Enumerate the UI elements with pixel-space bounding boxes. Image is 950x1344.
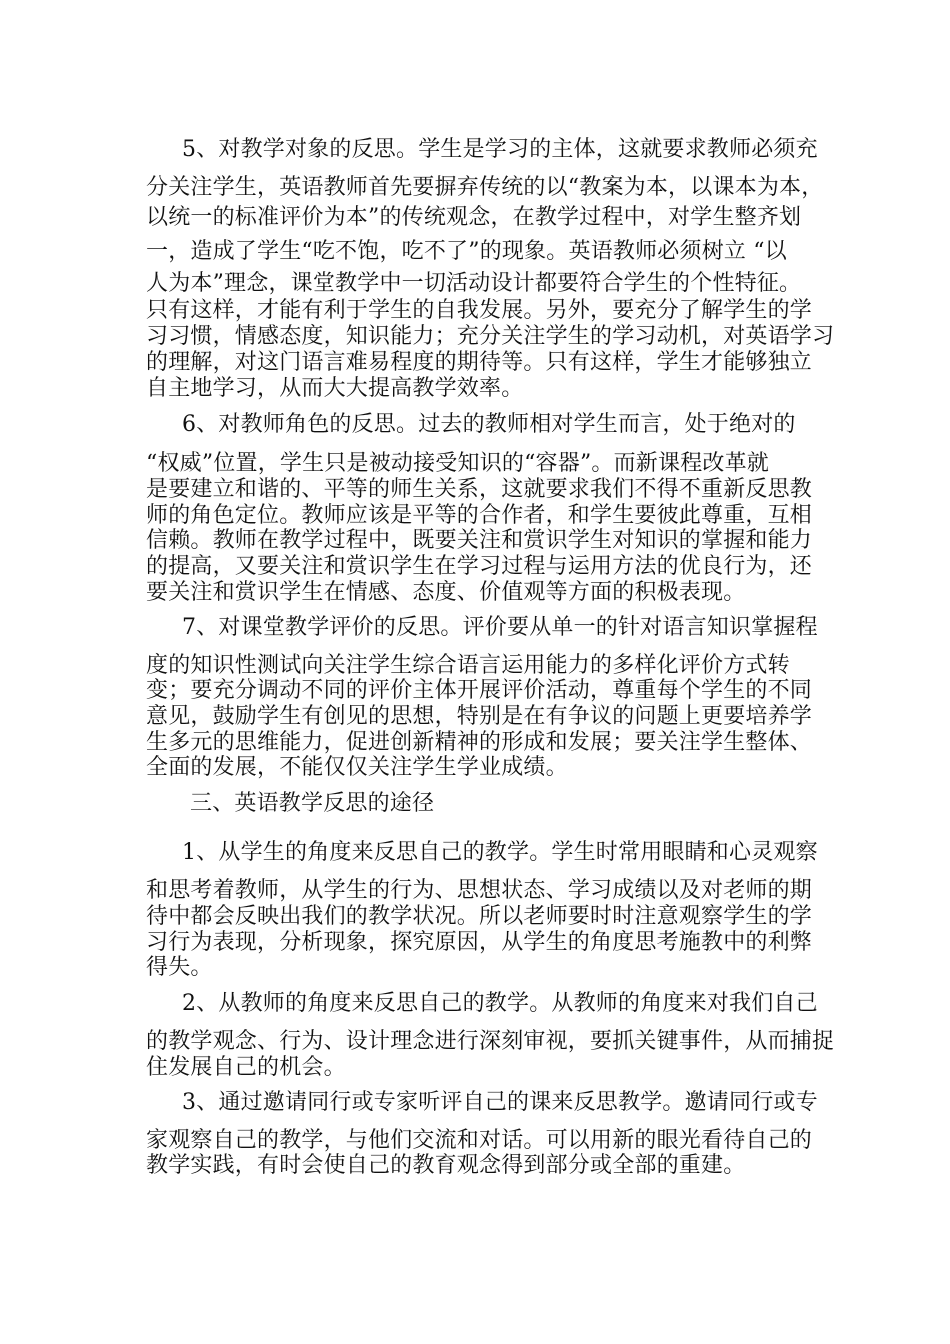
text-line: 是要建立和谐的、平等的师生关系，这就要求我们不得不重新反思教 [146, 477, 813, 502]
text-line: 3、通过邀请同行或专家听评自己的课来反思教学。邀请同行或专 [182, 1090, 818, 1115]
text-line: 的提高，又要关注和赏识学生在学习过程与运用方法的优良行为，还 [146, 554, 813, 579]
text-line: 一，造成了学生“吃不饱，吃不了”的现象。英语教师必须树立 “以 [146, 239, 787, 264]
text-line: 家观察自己的教学，与他们交流和对话。可以用新的眼光看待自己的 [146, 1128, 813, 1153]
text-line: 得失。 [146, 955, 213, 980]
text-line: 只有这样，才能有利于学生的自我发展。另外，要充分了解学生的学 [146, 298, 813, 323]
text-line: 待中都会反映出我们的教学状况。所以老师要时时注意观察学生的学 [146, 904, 813, 929]
text-line: 度的知识性测试向关注学生综合语言运用能力的多样化评价方式转 [146, 653, 790, 678]
text-line: 师的角色定位。教师应该是平等的合作者，和学生要彼此尊重，互相 [146, 503, 813, 528]
text-line: 住发展自己的机会。 [146, 1055, 346, 1080]
text-line: 7、对课堂教学评价的反思。评价要从单一的针对语言知识掌握程 [182, 615, 818, 640]
text-line: 和思考着教师，从学生的行为、思想状态、学习成绩以及对老师的期 [146, 878, 813, 903]
text-line: 意见，鼓励学生有创见的思想，特别是在有争议的问题上更要培养学 [146, 704, 813, 729]
text-line: 生多元的思维能力，促进创新精神的形成和发展；要关注学生整体、 [146, 730, 813, 755]
text-line: 教学实践，有时会使自己的教育观念得到部分或全部的重建。 [146, 1153, 746, 1178]
text-line: 人为本”理念，课堂教学中一切活动设计都要符合学生的个性特征。 [146, 271, 802, 296]
text-line: 自主地学习，从而大大提高教学效率。 [146, 376, 524, 401]
text-line: 分关注学生，英语教师首先要摒弃传统的以“教案为本，以课本为本， [146, 175, 824, 200]
text-line: 习习惯，情感态度，知识能力；充分关注学生的学习动机，对英语学习 [146, 324, 835, 349]
text-line: 1、从学生的角度来反思自己的教学。学生时常用眼睛和心灵观察 [182, 840, 818, 865]
text-line: 以统一的标准评价为本”的传统观念，在教学过程中，对学生整齐划 [146, 205, 802, 230]
text-line: 6、对教师角色的反思。过去的教师相对学生而言，处于绝对的 [182, 412, 796, 437]
text-line: 信赖。教师在教学过程中，既要关注和赏识学生对知识的掌握和能力 [146, 528, 813, 553]
text-line: 全面的发展，不能仅仅关注学生学业成绩。 [146, 755, 568, 780]
text-line: 2、从教师的角度来反思自己的教学。从教师的角度来对我们自己 [182, 991, 818, 1016]
text-line: 要关注和赏识学生在情感、态度、价值观等方面的积极表现。 [146, 580, 746, 605]
section-heading: 三、英语教学反思的途径 [190, 791, 435, 816]
text-line: 5、对教学对象的反思。学生是学习的主体，这就要求教师必须充 [182, 137, 818, 162]
text-line: 习行为表现，分析现象，探究原因，从学生的角度思考施教中的利弊 [146, 930, 813, 955]
text-line: 变；要充分调动不同的评价主体开展评价活动，尊重每个学生的不同 [146, 678, 813, 703]
text-line: 的理解，对这门语言难易程度的期待等。只有这样，学生才能够独立 [146, 350, 813, 375]
text-line: “权威”位置，学生只是被动接受知识的“容器”。而新课程改革就 [146, 451, 769, 476]
text-line: 的教学观念、行为、设计理念进行深刻审视，要抓关键事件，从而捕捉 [146, 1029, 835, 1054]
